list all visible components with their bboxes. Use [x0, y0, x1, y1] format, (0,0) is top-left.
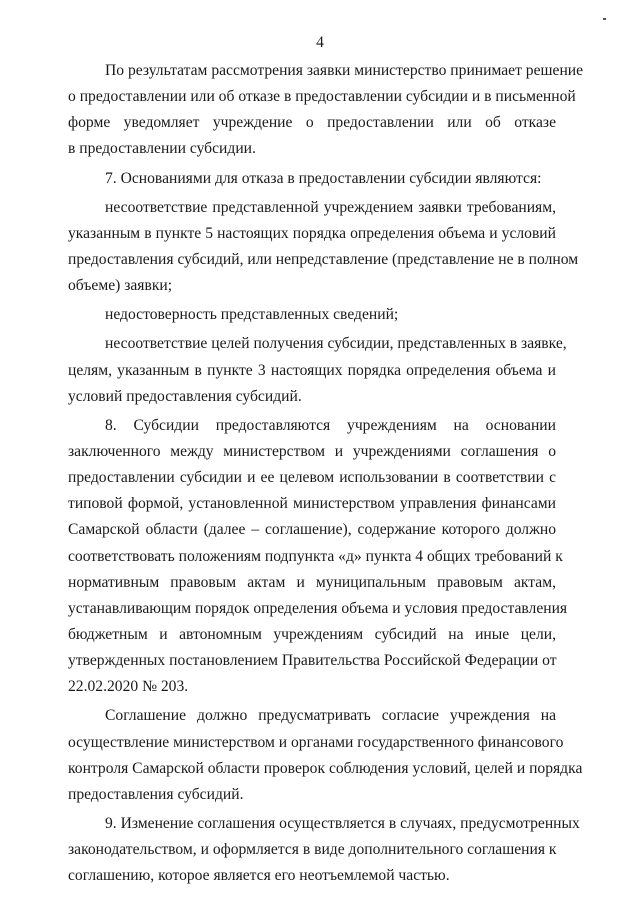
- text-line: бюджетным и автономным учреждениям субсидий на иные цели,: [68, 625, 556, 643]
- paragraph-reason-3: [68, 331, 567, 409]
- text-line: заключенного между министерством и учреждениями соглашения о: [68, 442, 556, 460]
- text-line: форме уведомляет учреждение о предоставлении или об отказе: [68, 114, 556, 132]
- text-line: устанавливающим порядок определения объема и условия предоставления: [68, 599, 568, 617]
- paragraph-section-9: [68, 811, 580, 889]
- scan-mark: [603, 18, 606, 20]
- text-line: утвержденных постановлением Правительства Российской Федерации от: [68, 652, 557, 670]
- paragraph-agreement: [68, 703, 583, 808]
- text-line: несоответствие целей получения субсидии, представленных в заявке,: [105, 335, 567, 353]
- paragraph-reason-2: [68, 302, 556, 328]
- text-line: условий предоставления субсидий.: [68, 387, 302, 405]
- text-line: 22.02.2020 № 203.: [68, 678, 189, 696]
- text-line: предоставления субсидий, или непредставление (представление не в полном: [68, 250, 579, 268]
- paragraph-decision: [68, 58, 584, 163]
- text-line: типовой формой, установленной министерством управления финансами: [68, 495, 556, 513]
- text-line: 9. Изменение соглашения осуществляется в случаях, предусмотренных: [105, 814, 580, 832]
- paragraph-section-7: [68, 166, 556, 192]
- text-line: предоставлении субсидии и ее целевом использовании в соответствии с: [68, 469, 556, 487]
- text-line: осуществление министерством и органами государственного финансового: [68, 733, 564, 751]
- text-line: Самарской области (далее – соглашение), содержание которого должно: [68, 521, 556, 539]
- text-line: указанным в пункте 5 настоящих порядка определения объема и условий: [68, 224, 556, 242]
- text-line: соответствовать положениям подпункта «д» пункта 4 общих требований к: [68, 547, 563, 565]
- text-line: законодательством, и оформляется в виде дополнительного соглашения к: [68, 841, 557, 859]
- text-line: По результатам рассмотрения заявки министерство принимает решение: [105, 62, 584, 79]
- text-line: соглашению, которое является его неотъемлемой частью.: [68, 867, 450, 885]
- text-line: Соглашение должно предусматривать согласие учреждения на: [105, 707, 556, 725]
- page-number: 4: [316, 34, 324, 51]
- text-line: целям, указанным в пункте 3 настоящих порядка определения объема и: [68, 361, 556, 379]
- text-line: в предоставлении субсидии.: [68, 140, 256, 158]
- paragraph-reason-1: [68, 195, 579, 300]
- text-line: несоответствие представленной учреждением заявки требованиям,: [105, 198, 556, 216]
- text-line: недостоверность представленных сведений;: [105, 306, 399, 324]
- text-line: контроля Самарской области проверок соблюдения условий, целей и порядка: [68, 759, 583, 777]
- text-line: предоставления субсидий.: [68, 785, 244, 803]
- paragraph-section-8: [68, 413, 568, 701]
- text-line: 8. Субсидии предоставляются учреждениям на основании: [105, 416, 556, 434]
- document-body: [68, 58, 584, 889]
- text-line: о предоставлении или об отказе в предоставлении субсидии и в письменной: [68, 88, 576, 106]
- text-line: 7. Основаниями для отказа в предоставлении субсидии являются:: [105, 169, 542, 187]
- text-line: нормативным правовым актам и муниципальным правовым актам,: [68, 573, 556, 591]
- text-line: объеме) заявки;: [68, 277, 173, 295]
